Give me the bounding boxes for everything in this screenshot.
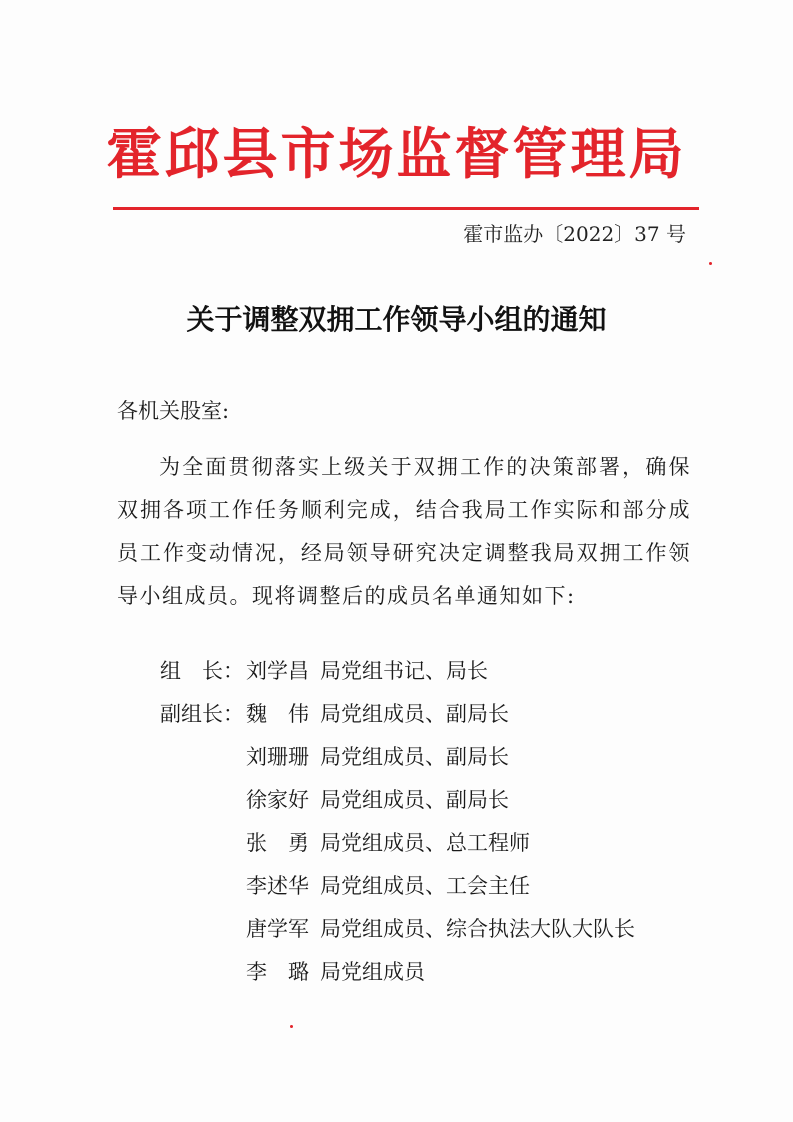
notice-title: 关于调整双拥工作领导小组的通知 xyxy=(186,303,607,336)
roster-row xyxy=(160,736,635,779)
roster-role: 副组长： xyxy=(160,702,244,726)
roster-role: 组 长： xyxy=(160,659,244,683)
member-title: 局党组成员、副局长 xyxy=(320,788,509,812)
scan-speck xyxy=(290,1025,293,1028)
member-name: 李 璐 xyxy=(246,960,309,984)
letterhead-org-name: 霍邱县市场监督管理局 xyxy=(106,121,687,186)
document-number: 霍市监办〔2022〕37 号 xyxy=(463,222,686,246)
scan-speck xyxy=(709,262,712,265)
member-title: 局党组成员、综合执法大队大队长 xyxy=(320,917,635,941)
member-name: 徐家好 xyxy=(246,788,309,812)
member-title: 局党组成员、工会主任 xyxy=(320,874,530,898)
roster-row xyxy=(160,865,635,908)
roster-row xyxy=(160,822,635,865)
member-name: 刘珊珊 xyxy=(246,745,309,769)
member-name: 张 勇 xyxy=(246,831,309,855)
roster-role xyxy=(160,779,246,822)
member-title: 局党组成员 xyxy=(320,960,425,984)
roster-role xyxy=(160,865,246,908)
salutation: 各机关股室: xyxy=(117,399,230,423)
notice-body-paragraph: 为全面贯彻落实上级关于双拥工作的决策部署，确保双拥各项工作任务顺利完成，结合我局工作实际和部分成员工作变动情况，经局领导研究决定调整我局双拥工作领导小组成员。现将调整后的成员名单通知如下: xyxy=(117,455,691,608)
roster-row xyxy=(160,693,635,736)
letterhead-red-rule xyxy=(113,207,699,210)
member-name: 唐学军 xyxy=(246,917,309,941)
member-name: 刘学昌 xyxy=(246,659,309,683)
roster-row xyxy=(160,650,635,693)
member-title: 局党组书记、局长 xyxy=(320,659,488,683)
roster-role xyxy=(160,908,246,951)
member-title: 局党组成员、副局长 xyxy=(320,702,509,726)
roster-row xyxy=(160,908,635,951)
member-name: 李述华 xyxy=(246,874,309,898)
member-title: 局党组成员、副局长 xyxy=(320,745,509,769)
member-title: 局党组成员、总工程师 xyxy=(320,831,530,855)
roster-role xyxy=(160,951,246,994)
member-name: 魏 伟 xyxy=(246,702,309,726)
roster-row xyxy=(160,951,635,994)
member-roster xyxy=(160,650,635,994)
roster-role xyxy=(160,736,246,779)
roster-role xyxy=(160,822,246,865)
roster-row xyxy=(160,779,635,822)
